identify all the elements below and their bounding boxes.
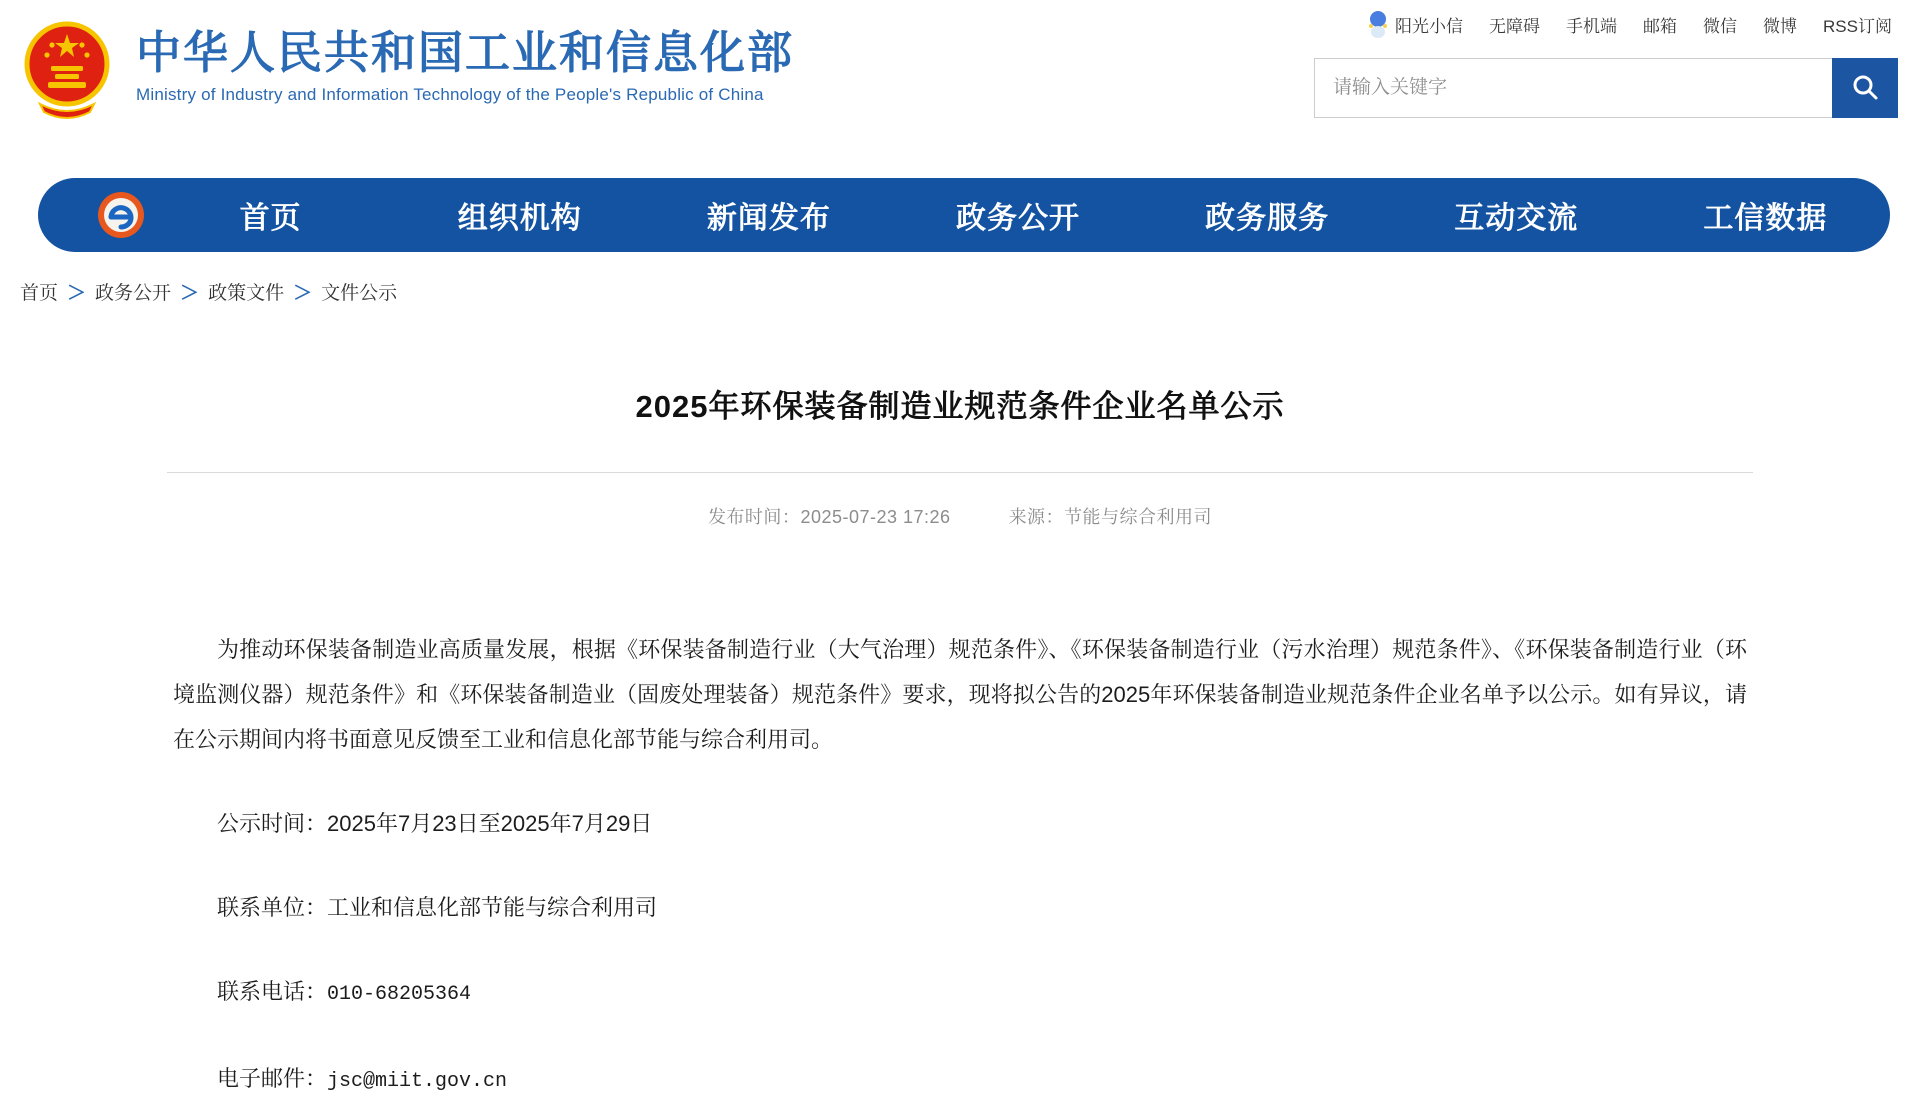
- source-value: 节能与综合利用司: [1064, 507, 1213, 527]
- utility-link-assistant[interactable]: [1367, 10, 1463, 38]
- site-title: 中华人民共和国工业和信息化部: [136, 27, 795, 78]
- miit-logo-icon[interactable]: [96, 190, 146, 240]
- search-button[interactable]: [1832, 58, 1898, 118]
- breadcrumb-separator: ＞: [180, 283, 200, 304]
- nav-item-home[interactable]: 首页: [239, 202, 302, 235]
- utility-link-rss[interactable]: RSS订阅: [1823, 16, 1892, 36]
- breadcrumb: [20, 278, 1920, 305]
- breadcrumb-separator: ＞: [293, 283, 313, 304]
- contact-phone-value: 010-68205364: [327, 983, 472, 1006]
- search-icon: [1850, 72, 1880, 105]
- utility-link-mail[interactable]: 邮箱: [1643, 16, 1678, 36]
- nav-item-news[interactable]: 新闻发布: [706, 202, 831, 235]
- contact-unit-line: [173, 885, 1747, 930]
- contact-unit-value: 工业和信息化部节能与综合利用司: [327, 895, 658, 920]
- utility-link-mobile[interactable]: 手机端: [1566, 16, 1618, 36]
- breadcrumb-separator: ＞: [67, 283, 87, 304]
- publicity-period-line: [173, 801, 1747, 846]
- site-brand: [24, 14, 794, 122]
- contact-phone-label: 联系电话：: [217, 979, 328, 1004]
- nav-item-interaction[interactable]: 互动交流: [1454, 202, 1579, 235]
- contact-unit-label: 联系单位：: [217, 895, 328, 920]
- contact-email-line: [173, 1056, 1747, 1104]
- site-header: [0, 0, 1920, 178]
- nav-item-gov-disclosure[interactable]: 政务公开: [955, 202, 1080, 235]
- breadcrumb-gov-disclosure[interactable]: 政务公开: [95, 283, 172, 304]
- breadcrumb-document-publicity: 文件公示: [321, 283, 398, 304]
- nav-item-organization[interactable]: 组织机构: [457, 202, 582, 235]
- publish-time-label: 发布时间：: [707, 507, 801, 527]
- article-body-paragraph: 为推动环保装备制造业高质量发展，根据《环保装备制造行业（大气治理）规范条件》、《环保装备制造行业（污水治理）规范条件》、《环保装备制造行业（环境监测仪器）规范条件》和《环保装备制造业（固废处理装备）规范条件》要求，现将拟公告的2025年环保装备制造业规范条件企业名单予以公示。如有异议，请在公示期间内将书面意见反馈至工业和信息化部节能与综合利用司。: [173, 637, 1747, 752]
- search-input[interactable]: [1314, 58, 1832, 118]
- nav-item-gov-services[interactable]: 政务服务: [1205, 202, 1330, 235]
- article-meta: [167, 503, 1753, 529]
- article: [167, 381, 1753, 1104]
- publicity-period-label: 公示时间：: [217, 811, 328, 836]
- utility-link-weibo[interactable]: 微博: [1763, 16, 1798, 36]
- publish-time-value: 2025-07-23 17:26: [800, 507, 951, 527]
- utility-link-accessibility[interactable]: 无障碍: [1489, 16, 1541, 36]
- utility-link-label: 阳光小信: [1395, 16, 1464, 36]
- breadcrumb-policy-documents[interactable]: 政策文件: [208, 283, 285, 304]
- contact-email-label: 电子邮件：: [217, 1066, 328, 1091]
- nav-item-miit-data[interactable]: 工信数据: [1703, 202, 1828, 235]
- contact-email-value: jsc@miit.gov.cn: [327, 1070, 508, 1093]
- contact-phone-line: [173, 969, 1747, 1017]
- assistant-mascot-icon: [1367, 10, 1389, 38]
- utility-links: [1367, 10, 1892, 38]
- brand-text: [136, 14, 794, 105]
- utility-link-wechat[interactable]: 微信: [1703, 16, 1738, 36]
- source-label: 来源：: [1008, 507, 1065, 527]
- main-nav: [38, 178, 1890, 252]
- national-emblem-icon: [24, 18, 110, 122]
- site-subtitle: Ministry of Industry and Information Technology of the People's Republic of China: [136, 84, 764, 104]
- publicity-period-value: 2025年7月23日至2025年7月29日: [327, 811, 653, 836]
- title-divider: [167, 472, 1753, 473]
- breadcrumb-home[interactable]: 首页: [20, 283, 59, 304]
- search-bar: [1314, 58, 1898, 118]
- article-title: 2025年环保装备制造业规范条件企业名单公示: [635, 389, 1285, 424]
